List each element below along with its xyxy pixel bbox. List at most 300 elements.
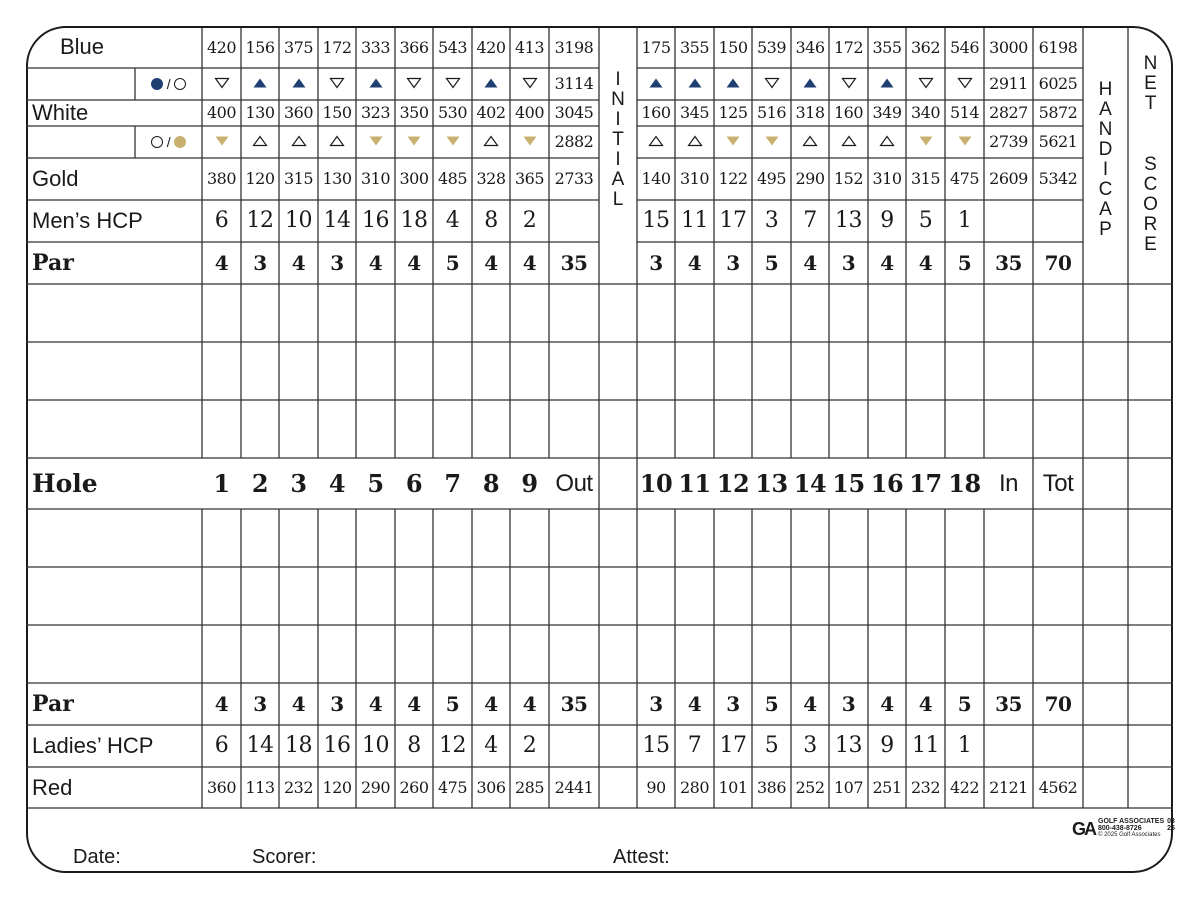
net-label-letter: N <box>1143 53 1158 74</box>
outline-down-triangle-icon <box>329 76 345 92</box>
outline-down-triangle-icon <box>445 76 461 92</box>
ladies-hcp-hole-6: 8 <box>407 733 421 758</box>
hole-number-10: 10 <box>639 468 673 498</box>
initial-column-label-letter: N <box>611 89 625 110</box>
hole-out-label: Out <box>555 469 593 497</box>
blue-white-combo-hole-5 <box>356 68 395 100</box>
outline-down-triangle-icon <box>406 76 422 92</box>
gold-yardage-hole-11: 310 <box>679 169 710 188</box>
score-label-letter: E <box>1144 234 1157 255</box>
hole-number-16: 16 <box>870 468 904 498</box>
white-yardage-hole-9: 400 <box>514 103 545 122</box>
red-yardage-hole-17: 232 <box>910 777 941 797</box>
outline-down-triangle-icon <box>522 76 538 92</box>
white-gold-combo-hole-4 <box>318 126 356 158</box>
white-gold-combo-hole-5 <box>356 126 395 158</box>
par-bottom-hole-4: 3 <box>330 692 344 716</box>
blue-white-combo-hole-12 <box>714 68 752 100</box>
hole-number-14: 14 <box>793 468 827 498</box>
outline-up-triangle-icon <box>802 134 818 150</box>
blue-up-triangle-icon <box>879 76 895 92</box>
hole-number-11: 11 <box>678 468 711 498</box>
blue-yardage-hole-5: 333 <box>360 38 391 57</box>
gold-down-triangle-icon <box>522 134 538 150</box>
outline-down-triangle-icon <box>764 76 780 92</box>
par-bottom-hole-13: 5 <box>764 692 779 716</box>
logo-name: GOLF ASSOCIATES <box>1098 818 1165 825</box>
blue-yardage-hole-3: 375 <box>283 38 314 57</box>
par-top-hole-10: 3 <box>649 251 663 275</box>
gold-yardage-hole-2: 120 <box>245 169 275 188</box>
par-top-hole-3: 4 <box>291 251 306 275</box>
scorer-label: Scorer: <box>252 846 317 868</box>
gold-yardage-hole-9: 365 <box>514 169 545 188</box>
gold-down-triangle-icon <box>214 134 230 150</box>
blue-yardage-hole-14: 346 <box>795 38 825 57</box>
par-bottom-hole-3: 4 <box>291 692 306 716</box>
red-tee-label: Red <box>32 774 73 800</box>
blue-up-triangle-icon <box>483 76 499 92</box>
gold-yardage-hole-8: 328 <box>476 169 506 188</box>
mens-hcp-hole-12: 17 <box>719 208 747 233</box>
white-yardage-hole-2: 130 <box>245 103 275 122</box>
white-yardage-hole-17: 340 <box>910 103 941 122</box>
score-label-letter: R <box>1143 214 1158 235</box>
hole-number-13: 13 <box>755 468 788 498</box>
gold-down-triangle-icon <box>764 134 780 150</box>
blue-yardage-hole-18: 546 <box>949 38 980 57</box>
par-bottom-hole-7: 5 <box>445 692 460 716</box>
hole-number-4: 4 <box>328 468 346 498</box>
white-gold-combo-hole-18 <box>945 126 984 158</box>
blue-yardage-hole-9: 413 <box>514 38 545 57</box>
red-yardage-hole-14: 252 <box>795 777 825 797</box>
hole-number-2: 2 <box>251 468 269 498</box>
blue-up-triangle-icon <box>648 76 664 92</box>
marker-slash: / <box>166 76 171 92</box>
blue-yardage-hole-4: 172 <box>322 38 352 57</box>
outline-up-triangle-icon <box>687 134 703 150</box>
white-gold-combo-hole-7 <box>433 126 472 158</box>
ladies-hcp-hole-14: 3 <box>803 733 817 758</box>
score-label-letter: C <box>1143 174 1158 195</box>
blue-white-combo-hole-8 <box>472 68 510 100</box>
outline-up-triangle-icon <box>291 134 307 150</box>
handicap-column-label-letter: A <box>1099 199 1112 220</box>
hole-number-12: 12 <box>716 468 750 498</box>
initial-column-label-letter: A <box>611 169 625 190</box>
initial-column-label-letter: I <box>615 149 621 170</box>
white-yardage-in: 2827 <box>989 103 1028 122</box>
date-label: Date: <box>73 846 121 868</box>
ladies-hcp-hole-17: 11 <box>912 733 939 758</box>
red-yardage-hole-11: 280 <box>679 777 710 797</box>
blue-yardage-hole-15: 172 <box>833 38 864 57</box>
logo-code-2: 25 <box>1167 825 1175 832</box>
blue-white-combo-out: 3114 <box>554 74 594 93</box>
blue-white-combo-hole-1 <box>202 68 241 100</box>
mens-hcp-hole-5: 16 <box>362 208 389 233</box>
mens-hcp-hole-15: 13 <box>835 208 862 233</box>
white-gold-combo-hole-2 <box>241 126 279 158</box>
par-label-top: Par <box>32 250 74 276</box>
ladies-hcp-hole-4: 16 <box>323 733 351 758</box>
par-bottom-hole-16: 4 <box>880 692 894 716</box>
par-label-bottom: Par <box>32 691 74 717</box>
blue-white-combo-hole-10 <box>637 68 675 100</box>
outline-up-triangle-icon <box>841 134 857 150</box>
red-yardage-hole-3: 232 <box>283 777 314 797</box>
hole-number-15: 15 <box>832 468 865 498</box>
red-yardage-hole-5: 290 <box>360 777 391 797</box>
white-gold-combo-hole-16 <box>868 126 906 158</box>
white-yardage-hole-4: 150 <box>322 103 352 122</box>
par-bottom-hole-2: 3 <box>253 692 267 716</box>
white-yardage-hole-16: 349 <box>872 103 902 122</box>
blue-up-triangle-icon <box>252 76 268 92</box>
red-yardage-hole-18: 422 <box>949 777 980 797</box>
attest-label: Attest: <box>613 846 670 868</box>
blue-white-combo-tot: 6025 <box>1038 74 1078 93</box>
red-yardage-out: 2441 <box>554 777 594 797</box>
blue-white-combo-in: 2911 <box>989 74 1028 93</box>
gold-yardage-in: 2609 <box>989 169 1028 188</box>
initial-column-label-letter: T <box>612 129 624 150</box>
logo-mark: GA <box>1072 819 1095 839</box>
gold-yardage-hole-14: 290 <box>795 169 825 188</box>
gold-yardage-hole-18: 475 <box>949 169 980 188</box>
mens-hcp-hole-13: 3 <box>764 208 779 233</box>
par-top-hole-6: 4 <box>407 251 421 275</box>
logo-code-1: 03 <box>1167 818 1175 825</box>
white-gold-combo-hole-15 <box>829 126 868 158</box>
hole-number-9: 9 <box>521 468 538 498</box>
white-yardage-hole-10: 160 <box>641 103 671 122</box>
par-top-hole-5: 4 <box>368 251 383 275</box>
par-top-hole-14: 4 <box>803 251 817 275</box>
blue-white-combo-hole-11 <box>675 68 714 100</box>
red-yardage-hole-4: 120 <box>322 777 352 797</box>
blue-yardage-hole-11: 355 <box>679 38 710 57</box>
white-gold-combo-out: 2882 <box>554 132 594 151</box>
ladies-hcp-hole-9: 2 <box>522 733 537 758</box>
white-yardage-hole-3: 360 <box>283 103 314 122</box>
red-yardage-hole-7: 475 <box>437 777 468 797</box>
hole-number-8: 8 <box>482 468 500 498</box>
net-label <box>1128 54 1173 114</box>
white-gold-combo-hole-6 <box>395 126 433 158</box>
blue-yardage-hole-13: 539 <box>756 38 787 57</box>
ladies-hcp-hole-5: 10 <box>362 733 389 758</box>
par-bottom-hole-10: 3 <box>649 692 663 716</box>
gold-down-triangle-icon <box>918 134 934 150</box>
blue-white-combo-hole-7 <box>433 68 472 100</box>
outline-down-triangle-icon <box>957 76 973 92</box>
outline-down-triangle-icon <box>214 76 230 92</box>
hole-number-7: 7 <box>444 468 461 498</box>
gold-yardage-hole-5: 310 <box>360 169 391 188</box>
initial-column-label-letter: I <box>615 69 621 90</box>
gold-tee-label: Gold <box>32 166 79 191</box>
blue-yardage-in: 3000 <box>989 38 1028 57</box>
par-top-hole-15: 3 <box>841 251 856 275</box>
blue-yardage-hole-12: 150 <box>718 38 748 57</box>
white-gold-combo-hole-9 <box>510 126 549 158</box>
ladies-hcp-hole-2: 14 <box>246 733 274 758</box>
red-yardage-tot: 4562 <box>1038 777 1078 797</box>
white-gold-combo-hole-3 <box>279 126 318 158</box>
mens-hcp-hole-17: 5 <box>918 208 933 233</box>
blue-up-triangle-icon <box>802 76 818 92</box>
blue-white-combo-hole-9 <box>510 68 549 100</box>
par-bottom-hole-18: 5 <box>957 692 972 716</box>
gold-yardage-hole-12: 122 <box>718 169 748 188</box>
ladies-hcp-hole-16: 9 <box>880 733 894 758</box>
blue-white-combo-hole-16 <box>868 68 906 100</box>
blue-yardage-hole-8: 420 <box>476 38 506 57</box>
par-top-hole-18: 5 <box>957 251 972 275</box>
marker-slash: / <box>166 134 171 150</box>
mens-hcp-hole-16: 9 <box>880 208 894 233</box>
white-gold-combo-marker <box>135 126 202 158</box>
blue-white-combo-hole-18 <box>945 68 984 100</box>
red-yardage-hole-13: 386 <box>756 777 787 797</box>
red-yardage-hole-10: 90 <box>646 777 666 797</box>
mens-hcp-hole-4: 14 <box>323 208 351 233</box>
par-bottom-hole-15: 3 <box>841 692 856 716</box>
outline-up-triangle-icon <box>252 134 268 150</box>
gold-yardage-hole-17: 315 <box>910 169 941 188</box>
blue-yardage-out: 3198 <box>554 38 594 57</box>
par-bottom-in: 35 <box>995 692 1022 716</box>
par-top-out: 35 <box>560 251 588 275</box>
red-yardage-in: 2121 <box>989 777 1028 797</box>
par-top-hole-7: 5 <box>445 251 460 275</box>
par-bottom-hole-5: 4 <box>368 692 383 716</box>
hole-number-1: 1 <box>213 468 230 498</box>
mens-hcp-hole-8: 8 <box>484 208 498 233</box>
white-yardage-out: 3045 <box>554 103 594 122</box>
blue-yardage-hole-17: 362 <box>910 38 941 57</box>
handicap-column-label-letter: H <box>1098 79 1113 100</box>
gold-down-triangle-icon <box>957 134 973 150</box>
gold-yardage-hole-1: 380 <box>206 169 237 188</box>
par-bottom-hole-17: 4 <box>918 692 933 716</box>
gold-dot-icon <box>174 136 186 148</box>
outline-up-triangle-icon <box>648 134 664 150</box>
par-top-hole-8: 4 <box>484 251 498 275</box>
white-yardage-hole-8: 402 <box>476 103 506 122</box>
mens-hcp-hole-1: 6 <box>214 208 229 233</box>
gold-down-triangle-icon <box>725 134 741 150</box>
white-yardage-tot: 5872 <box>1038 103 1078 122</box>
gold-yardage-hole-4: 130 <box>322 169 352 188</box>
red-yardage-hole-12: 101 <box>718 777 748 797</box>
mens-hcp-hole-9: 2 <box>522 208 537 233</box>
par-top-hole-1: 4 <box>214 251 229 275</box>
blue-white-combo-hole-15 <box>829 68 868 100</box>
white-yardage-hole-18: 514 <box>949 103 980 122</box>
white-yardage-hole-7: 530 <box>437 103 468 122</box>
par-bottom-hole-11: 4 <box>687 692 702 716</box>
par-top-hole-11: 4 <box>687 251 702 275</box>
golf-associates-logo <box>1072 818 1175 840</box>
ladies-hcp-hole-8: 4 <box>484 733 498 758</box>
ladies-hcp-hole-18: 1 <box>957 733 972 758</box>
hole-number-18: 18 <box>948 468 981 498</box>
net-label-letter: E <box>1144 73 1157 94</box>
blue-up-triangle-icon <box>368 76 384 92</box>
blue-yardage-hole-2: 156 <box>245 38 275 57</box>
ladies-hcp-hole-1: 6 <box>214 733 229 758</box>
mens-hcp-label: Men’s HCP <box>32 208 143 233</box>
blue-white-combo-hole-2 <box>241 68 279 100</box>
mens-hcp-hole-2: 12 <box>246 208 274 233</box>
handicap-column-label-letter: N <box>1098 119 1113 140</box>
outline-down-triangle-icon <box>918 76 934 92</box>
ladies-hcp-hole-13: 5 <box>764 733 779 758</box>
blue-up-triangle-icon <box>291 76 307 92</box>
logo-copyright: © 2025 Golf Associates <box>1098 832 1161 838</box>
hole-label: Hole <box>32 469 98 498</box>
white-gold-combo-tot: 5621 <box>1038 132 1078 151</box>
white-yardage-hole-14: 318 <box>795 103 825 122</box>
par-top-hole-4: 3 <box>330 251 344 275</box>
par-bottom-hole-14: 4 <box>803 692 817 716</box>
blue-white-combo-marker <box>135 68 202 100</box>
blue-white-combo-hole-6 <box>395 68 433 100</box>
blue-yardage-tot: 6198 <box>1038 38 1078 57</box>
gold-yardage-hole-15: 152 <box>833 169 864 188</box>
gold-yardage-hole-16: 310 <box>872 169 902 188</box>
white-yardage-hole-5: 323 <box>360 103 391 122</box>
blue-yardage-hole-6: 366 <box>399 38 429 57</box>
par-top-hole-16: 4 <box>880 251 894 275</box>
white-dot-icon <box>151 136 163 148</box>
initial-column-label-letter: L <box>612 189 624 210</box>
par-top-hole-17: 4 <box>918 251 933 275</box>
par-bottom-tot: 70 <box>1044 692 1072 716</box>
par-top-hole-13: 5 <box>764 251 779 275</box>
blue-yardage-hole-16: 355 <box>872 38 902 57</box>
blue-yardage-hole-1: 420 <box>206 38 237 57</box>
hole-number-5: 5 <box>367 468 384 498</box>
mens-hcp-hole-7: 4 <box>445 208 460 233</box>
par-bottom-hole-9: 4 <box>522 692 537 716</box>
outline-up-triangle-icon <box>483 134 499 150</box>
gold-yardage-hole-13: 495 <box>756 169 787 188</box>
handicap-column-label-letter: D <box>1098 139 1113 160</box>
blue-white-combo-hole-4 <box>318 68 356 100</box>
white-yardage-hole-13: 516 <box>756 103 787 122</box>
white-yardage-hole-15: 160 <box>833 103 864 122</box>
white-yardage-hole-1: 400 <box>206 103 237 122</box>
gold-down-triangle-icon <box>368 134 384 150</box>
ladies-hcp-hole-3: 18 <box>285 733 312 758</box>
mens-hcp-hole-3: 10 <box>285 208 312 233</box>
gold-down-triangle-icon <box>406 134 422 150</box>
blue-dot-icon <box>151 78 163 90</box>
white-gold-combo-hole-17 <box>906 126 945 158</box>
handicap-column-label-letter: C <box>1098 179 1113 200</box>
ladies-hcp-label: Ladies’ HCP <box>32 733 154 758</box>
white-yardage-hole-6: 350 <box>399 103 429 122</box>
ladies-hcp-hole-7: 12 <box>439 733 466 758</box>
blue-yardage-hole-10: 175 <box>641 38 671 57</box>
red-yardage-hole-16: 251 <box>872 777 902 797</box>
gold-yardage-hole-3: 315 <box>283 169 314 188</box>
ladies-hcp-hole-12: 17 <box>719 733 747 758</box>
handicap-column-label-letter: A <box>1099 99 1112 120</box>
par-bottom-hole-8: 4 <box>484 692 498 716</box>
blue-white-combo-hole-3 <box>279 68 318 100</box>
red-yardage-hole-2: 113 <box>245 777 275 797</box>
hole-tot-label: Tot <box>1042 469 1074 497</box>
white-gold-combo-hole-1 <box>202 126 241 158</box>
score-label-letter: S <box>1144 154 1157 175</box>
hole-number-6: 6 <box>405 468 423 498</box>
gold-yardage-hole-10: 140 <box>641 169 671 188</box>
par-top-hole-2: 3 <box>253 251 267 275</box>
white-gold-combo-hole-10 <box>637 126 675 158</box>
white-gold-combo-hole-11 <box>675 126 714 158</box>
mens-hcp-hole-18: 1 <box>957 208 972 233</box>
score-label-letter: O <box>1143 194 1158 215</box>
score-label <box>1128 155 1173 255</box>
mens-hcp-hole-6: 18 <box>400 208 428 233</box>
gold-down-triangle-icon <box>445 134 461 150</box>
blue-white-combo-hole-14 <box>791 68 829 100</box>
outline-down-triangle-icon <box>841 76 857 92</box>
par-top-hole-12: 3 <box>726 251 740 275</box>
red-yardage-hole-1: 360 <box>206 777 237 797</box>
par-top-in: 35 <box>995 251 1022 275</box>
red-yardage-hole-8: 306 <box>476 777 506 797</box>
red-yardage-hole-15: 107 <box>833 777 864 797</box>
mens-hcp-hole-14: 7 <box>803 208 817 233</box>
outline-up-triangle-icon <box>329 134 345 150</box>
white-gold-combo-hole-13 <box>752 126 791 158</box>
par-bottom-hole-1: 4 <box>214 692 229 716</box>
blue-up-triangle-icon <box>687 76 703 92</box>
red-yardage-hole-6: 260 <box>399 777 429 797</box>
handicap-column-label <box>1083 80 1128 240</box>
logo-phone: 800-438-8726 <box>1098 825 1142 832</box>
blue-tee-label: Blue <box>60 34 105 59</box>
blue-yardage-hole-7: 543 <box>437 38 468 57</box>
mens-hcp-hole-11: 11 <box>681 208 708 233</box>
gold-yardage-out: 2733 <box>554 169 594 188</box>
ladies-hcp-hole-15: 13 <box>835 733 862 758</box>
white-dot-icon <box>174 78 186 90</box>
par-top-hole-9: 4 <box>522 251 537 275</box>
white-gold-combo-hole-12 <box>714 126 752 158</box>
gold-yardage-hole-7: 485 <box>437 169 468 188</box>
blue-white-combo-hole-13 <box>752 68 791 100</box>
par-bottom-out: 35 <box>560 692 588 716</box>
white-gold-combo-in: 2739 <box>989 132 1028 151</box>
ladies-hcp-hole-10: 15 <box>642 733 670 758</box>
par-bottom-hole-6: 4 <box>407 692 421 716</box>
par-bottom-hole-12: 3 <box>726 692 740 716</box>
par-top-tot: 70 <box>1044 251 1072 275</box>
mens-hcp-hole-10: 15 <box>642 208 670 233</box>
blue-up-triangle-icon <box>725 76 741 92</box>
gold-yardage-tot: 5342 <box>1038 169 1078 188</box>
net-label-letter: T <box>1144 93 1157 114</box>
red-yardage-hole-9: 285 <box>514 777 545 797</box>
gold-yardage-hole-6: 300 <box>399 169 429 188</box>
